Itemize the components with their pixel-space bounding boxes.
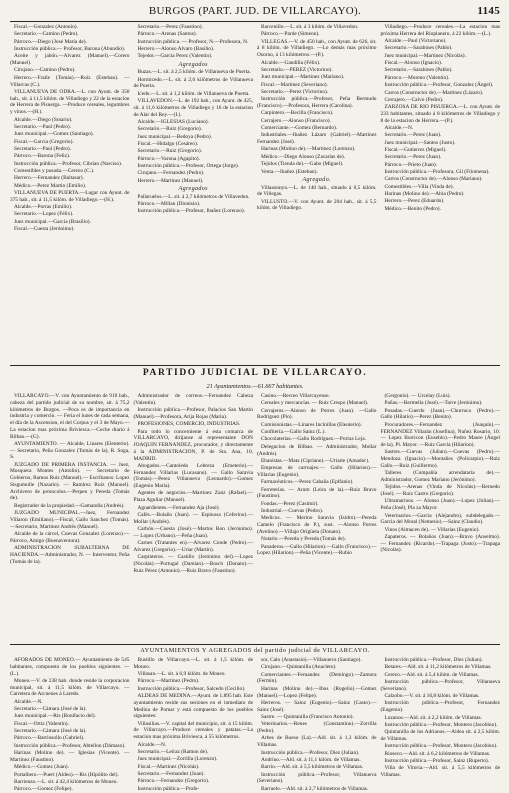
directory-entry: Alcalde.—Diego (Sotario). bbox=[14, 116, 73, 123]
top-column-3 bbox=[257, 24, 377, 361]
partido-column-4 bbox=[381, 393, 501, 641]
directory-entry: Zapateros. — Bolaños (Juan).—Bravo (Anselmo). — Fernandez (Ricardo).—Trapaga (Justo).—Trapaga (Nicolás). bbox=[380, 533, 500, 554]
directory-entry: Párroco.—Parde (Simeon). bbox=[261, 31, 320, 38]
directory-entry: ZARZOSA DE RIO PISUERGA.—L. con Ayunt. de 233 habitantes, situado á 8 kilómetros de Villadiego y 8 de la estacion de Herrera.—(P.). bbox=[380, 104, 500, 124]
directory-entry: VILLANUEVA DE PUERTA.—Lugar con Ayunt. de 375 hab., sit. á 11,5 kilóm. de Villadiego.—(H.). bbox=[10, 189, 130, 203]
directory-entry: Instrucción pública.—Profesor, Villanueva (Severiano). bbox=[257, 771, 377, 785]
directory-entry: ADMINISTRACION SUBALTERNA DE HACIENDA.—Administrador, N. — Interventor, Peña (Tomás de la). bbox=[10, 545, 130, 565]
directory-entry: Procuradores.—Fernandez (Joaquín).—FERNANDEZ Villarán (Josefina), Nuñez Rosario, 10. — Lopez Borricon (Eusebio).—Pedro Maure (Ángel de la), Pl. Mayor. —Ruiz García (Hilarion). bbox=[380, 421, 500, 449]
directory-entry: Andrino.—Ald. sit. á 11,1 kilóm. de Villamas. bbox=[261, 756, 361, 763]
directory-entry: Villadiego.—Produce cereales.—La estacion mas próxima Herrera del Rioplanero, á 22 kilóm.—(L.). bbox=[380, 24, 500, 37]
directory-entry: Ebanistas.—Mata (Cipriano).—Uriarte (Amador). bbox=[261, 457, 370, 464]
directory-entry: Carros (Constructor de).—Alonso (Mariano). bbox=[384, 176, 483, 183]
directory-entry: Juez municipal.—Martinez (Nicolás). bbox=[384, 52, 466, 59]
directory-entry: AFORADOS DE MONEO.— Ayuntamiento de 545 habitantes, compuesto de los pueblos siguientes. —(L.). bbox=[10, 657, 130, 677]
directory-entry: Barcenillo.—L. sit. á 3 kilóm. de Villavedon. bbox=[261, 24, 359, 30]
directory-entry: Carnes (Tratantes en).—Alvarez Conde (Pedro).—Alvarez (Gregorio).—Uriar (Martin). bbox=[133, 540, 253, 553]
directory-entry: Harinas (Molino de).—Abia (Pedro). bbox=[384, 191, 465, 198]
directory-entry: Comestibles y posada.—Cerezo (C.). bbox=[14, 167, 95, 174]
directory-entry: Párroco.—Martinez (Pedro). bbox=[137, 678, 200, 685]
top-column-2 bbox=[134, 24, 254, 361]
directory-entry: Párroco.—Barriosollo (Gabriel). bbox=[14, 735, 85, 742]
directory-entry: Fiscal.—Alonso (Ignacio). bbox=[384, 60, 443, 67]
directory-entry: Juez municipal.—Ris (Bonifacio del). bbox=[14, 713, 96, 720]
directory-entry: Agentes de negocios.—Martinez Zanz (Rafael).—Plaza Aguilar (Manuel). bbox=[133, 490, 253, 504]
directory-entry: Harinas (Molino de).—Ibos (Rogelio).—Gomez (Manuel).—Lopez (Felipe). bbox=[257, 685, 377, 699]
directory-entry: Bustillo de Villarcayo.—L. sit. á 1,5 kilóm. de Moneo. bbox=[133, 657, 253, 670]
directory-entry: sor, Calo (Anastasio).—Villanueva (Santiago). bbox=[261, 657, 362, 663]
directory-entry: Secretario.—Leiraz (Ramon de). bbox=[137, 748, 209, 755]
directory-entry: Empresas de carruajes.— Gallo (Hilarion).—Villarias (Eugenio). bbox=[257, 465, 377, 478]
directory-entry: Instrucción pública.—Profesor, Palacios San Martin (Manuel).—Profesora, Arija Rojas (Maria). bbox=[133, 407, 253, 420]
directory-entry: Fiscal.—Hidalgo (Cesáreo). bbox=[137, 141, 199, 148]
directory-entry: Secretario.—Ruiz (Gregorio). bbox=[137, 126, 203, 133]
directory-entry: Portalbero.—Puert (Aldeo).—Ris (Hipólito del). bbox=[14, 771, 119, 778]
directory-entry: Herrero.—Fernandez (Baltasar). bbox=[14, 175, 84, 182]
directory-entry: VILLEGAS.—V. de 450 hab., con Ayunt. de 626, sit. á 8 kilóm. de Villadiego. —Lo demás mas próximo Osorno, á 13 kilómetros.—(P.). bbox=[257, 38, 377, 59]
directory-entry: Barrienzo.—L. sit. á 42,4 kilómetros de Moneo. bbox=[14, 778, 118, 785]
directory-entry: Industrial.—Cuevas (Pedro). bbox=[261, 508, 324, 515]
directory-entry: AYUNTAMIENTO. — Alcalde, Linares (Eleuterio). — Secretario, Peña Gonzalez (Tomás de la), R. Soga, S. bbox=[10, 440, 130, 461]
directory-entry: Posadas.—Cuerdo (Juan).—Churruca (Pedro).—Gallo (Hilario).—Perez (Benito). bbox=[380, 407, 500, 421]
directory-entry: Arbes de Bueso (La).—Ald. sit. á 1,3 kilóm. de Villamas. bbox=[257, 735, 377, 749]
directory-entry: Cirujano.—Quintanilla (Anacleto). bbox=[261, 664, 337, 671]
directory-entry: Villa de Vitoria.—Ald. sit. á 5,5 kilómetros de Villamas. bbox=[380, 765, 500, 779]
directory-entry: Cerrajero.—Calvo (Pedro). bbox=[384, 96, 444, 103]
directory-entry: Carpinteros. — Castillo (Jerónimo del).—Lopez (Nicolás).—Portugal (Damian).—Bosch (Donato).—Ruiz Pérez (Antonio).—Ruiz Bravo (Faustino). bbox=[133, 554, 253, 574]
partido-column-1 bbox=[10, 393, 130, 641]
directory-entry: Medicos. — Merino Saravia (Isidro).—Pereda Camelo (Francisco de P.), sust. —Alonso Porres (Avelino).—Villajo Origüela (Donato). bbox=[257, 515, 377, 535]
directory-entry: Secretario.—Lopez (Félix). bbox=[14, 211, 74, 218]
directory-entry: Villasilias.—V. capital del municipio, sit. á 15 kilóm. de Villarcayo.—Produce cereales y patatas.—La estacion mas próxima Briviesca, á 55 kilómetros. bbox=[133, 720, 253, 741]
directory-entry: Fiscal.—Martinez (Nicolás). bbox=[137, 763, 200, 770]
directory-entry: PROFESIONES, COMERCIO, INDUSTRIAS. bbox=[137, 421, 241, 428]
directory-entry: JUZGADO MUNICIPAL.—Juez, Fernandez Villaron (Emiliano).—Fiscal, Gallo Sanchez (Tomás).—Secretario, Martinez Andrés (Manuel). bbox=[10, 510, 130, 530]
directory-entry: Párroco.—Moreno (Valentin). bbox=[384, 74, 450, 81]
subheading: Agregado. bbox=[302, 176, 332, 183]
directory-entry: Secretario.—Sarabines (Pablo). bbox=[384, 45, 453, 52]
directory-entry: Veterinarios.—Garcia (Alejandro), subdelegado.—Garcia del Moral (Nemesio).—Sainz (Claudio). bbox=[380, 512, 500, 526]
directory-entry: Herreros. — Sainz (Eugenio).—Sainz (Casto).—Sainz (José). bbox=[257, 699, 377, 713]
directory-entry: Chocolaterías.—Gallo Rodríguez.—Porras Leja. bbox=[261, 436, 366, 443]
subheading: Agregados bbox=[178, 186, 208, 192]
directory-entry: Secretario.—Paul (Pedro). bbox=[14, 145, 72, 152]
directory-entry: Secretario.—Cámara (José de la). bbox=[14, 728, 87, 735]
directory-entry: Secretario.—Perez (Victorino). bbox=[261, 88, 329, 95]
directory-entry: Administrador de correos.—Fernandez Cabeza (Valentin). bbox=[133, 393, 253, 406]
agregados-column-2 bbox=[133, 657, 254, 792]
directory-entry: Instrucción pública. — Profesor, N.—Profesora, N. bbox=[137, 38, 249, 45]
running-head bbox=[10, 5, 500, 19]
directory-entry: Ultramarinos. — Alonso (Juan).—Lopez (Julian).—Peña (José), Pla za Mayor. bbox=[380, 498, 500, 512]
agregados-column-1 bbox=[10, 657, 130, 793]
directory-entry: Juez municipal.—Martinez (Mariano). bbox=[261, 74, 345, 81]
directory-entry: Sastres.—Cuevas (Julian).—Cuevas (Pedro).—Mendoza (Ignacio).—Montañes (Policarpio).—Ruiz Gallo.—Ruiz (Guillermo). bbox=[380, 449, 500, 469]
directory-entry: Lozanos.—Ald. sit. á 2,2 kilóm. de Villamas. bbox=[384, 714, 482, 721]
directory-entry: Cerezo.—Ald. sit. á 5,4 kilóm. de Villamas. bbox=[384, 671, 479, 678]
directory-entry: Alcalde.—N. bbox=[137, 741, 167, 748]
directory-entry: Rioseco.—Ald. sit. á 6,2 kilómetros de Villamas. bbox=[384, 750, 491, 757]
page-number: 1145 bbox=[477, 5, 500, 17]
directory-entry: Secretario.—Cámara (José de la). bbox=[14, 706, 87, 713]
directory-entry: Carros (Constructor de).—Martinez (Lázaro). bbox=[384, 89, 484, 96]
directory-entry: Instrucción pública.—Profesora, Gil (Filomena). bbox=[384, 169, 490, 176]
directory-entry: Instrucción pública.—Profesor, Diez (Julian). bbox=[384, 657, 483, 663]
directory-entry: Delegacion de Bilbao. — Administrador, Mollar (Andrés). bbox=[257, 443, 377, 457]
section-rule bbox=[10, 365, 500, 366]
directory-entry: JUZGADO DE PRIMERA INSTANCIA. — Juez, Mosquera Montes (Antolin). — Secretario de Gobierno, Ramos Ruiz (Manuel).— Escribanos: Lopez Sisgumulle (Nazario). — Ramírez Ruiz (Manuel). Archivero de protocolos.—Perpen y Pereda (Tomás de). bbox=[10, 461, 130, 502]
partido-subtitle: 21 Ayuntamientos.—61.667 habitantes. bbox=[206, 383, 304, 390]
directory-entry: Moneo.—V. de 238 hab. donde reside la corporacion municipal, sit. á 11,5 kilóm. de Villarcayo. — Carretera de Arcuenes á Laredo. bbox=[10, 677, 130, 698]
directory-entry: Farmacéuticos.—Perez Cabaña (Eplfanio). bbox=[261, 479, 354, 486]
agregados-title: AYUNTAMIENTOS Y AGREGADOS del partido judicial de VILLARCAYO. bbox=[140, 647, 370, 654]
directory-entry: Instrucción pública.—Profesor, Fernandez (Eugenio). bbox=[380, 700, 500, 714]
directory-entry: Párroco.—Diego (José María de). bbox=[14, 38, 87, 45]
directory-entry: Instrucción pública.—Profesor, Gonzalez (Ángel). bbox=[384, 82, 494, 89]
directory-entry: Industriales.—Ibañez Lázaro (Gabriel).—Martinez Fernandez (José). bbox=[257, 132, 377, 146]
directory-entry: Cerrajeros.—Alonso de Porres (Juan). —Gallo Rodríguez (Pio). bbox=[257, 407, 377, 421]
directory-entry: Harinas (Molino de). — Iglesias (Vicente). — Martinez (Faustino). bbox=[10, 750, 130, 763]
directory-entry: Vinos (Almacen de). — Villarias (Eugenio). bbox=[384, 526, 480, 533]
directory-entry: Icedo.—L. sit. á 1,2 kilóm. de Villanueva de Puerta. bbox=[137, 90, 250, 97]
directory-entry: Instrucción pública.—Profesor, Ortega (Jorge). bbox=[137, 163, 239, 170]
top-column-1 bbox=[10, 24, 130, 361]
directory-entry: Pañas.—Bermella (José).—Torre (Jerónimo). bbox=[384, 400, 483, 407]
partido-columns bbox=[10, 393, 500, 641]
directory-entry: Párroco.—Prieto (Juan). bbox=[384, 161, 438, 168]
directory-entry: Médico.—Diego Alonso (Zacarías de). bbox=[261, 153, 345, 160]
directory-entry: Cerrajero.—Alonso (Francisco). bbox=[261, 117, 331, 124]
directory-entry: Párroco.—Barona (Feliz). bbox=[14, 153, 71, 160]
directory-entry: Secretario.—Perez (Juan). bbox=[384, 154, 442, 161]
directory-entry: Fiscal.—Cuesta (Jerónimo). bbox=[14, 226, 75, 233]
directory-entry: VILLANUEVA DE ODRA.—L. con Ayunt. de 350 hab., sit. á 11,5 kilóm. de Villadiego y 22 de la estacion de Herrera de Pisuerga. —Produce cereales, legumbres y vinos.—(H.). bbox=[10, 88, 130, 116]
directory-entry: Cafés.—Bolaño (Juan). — Espinosa (Ceferino).—Mollar (Andrés). bbox=[133, 511, 253, 525]
directory-entry: Instrucción pública.—Profesor, Salcedo (Cecilio). bbox=[137, 685, 246, 692]
directory-entry: Carpintero.—Becilla (Francisco). bbox=[261, 110, 334, 117]
directory-entry: Juez municipal.—Santos (Justo). bbox=[384, 139, 456, 146]
directory-entry: Villasonnyn.—L. de 140 hab., situado á 0,5 kilóm. de Villegas. bbox=[257, 184, 377, 198]
directory-entry: Alcalde.—Porras (Emilio). bbox=[14, 204, 73, 211]
directory-entry: Harinas (Molino de).—Martinez (Lorenzo). bbox=[261, 146, 356, 153]
directory-entry: Instrucción pública.—Profesor, Montero (Jacobino). bbox=[384, 743, 498, 750]
directory-entry: Veterinarios.—Renes (Constantino).—Zorrilla (Pedro). bbox=[257, 721, 377, 735]
directory-entry: Fiscal.—Gonzalez (Antonio). bbox=[14, 24, 78, 30]
directory-entry: Instrucción pública.—Profesor, Cibrian (Narciso). bbox=[14, 160, 123, 167]
directory-entry: Alcalde.—IGLESIAS (Luciano). bbox=[137, 119, 209, 125]
directory-entry: Médico.—Gomez (Juan). bbox=[14, 764, 69, 771]
directory-entry: Tejedor.—Garcia Perez (Valentin). bbox=[137, 53, 213, 60]
top-columns bbox=[10, 24, 500, 361]
directory-entry: Alcalde.—Paul (Victoriano). bbox=[384, 38, 447, 45]
directory-entry: Juez municipal.—Gomez (Santiago). bbox=[14, 131, 94, 138]
directory-entry: Fiscal.—Garcia (Gregorio). bbox=[14, 138, 74, 145]
directory-entry: Comestibles.—Villa (Vinda de). bbox=[384, 183, 454, 190]
directory-entry: Calzobo.—V. sit. á 16,8 kilóm. de Villamas. bbox=[384, 693, 480, 700]
directory-entry: Juez municipal.—Zorrilla (Lorenzo). bbox=[137, 756, 218, 763]
agregados-column-4 bbox=[380, 657, 501, 779]
directory-entry: Notario.—Pereda y Pereda (Tomás de). bbox=[261, 536, 346, 543]
directory-entry: Confitería.—Gallo Sainz (L.). bbox=[261, 429, 326, 436]
directory-entry: Herrero.—Martinez (Manuel). bbox=[137, 177, 204, 184]
directory-entry: Cirujano.—Camino (Pedro). bbox=[14, 67, 76, 74]
directory-entry: Tejidos (Tienda de).—Gabo (Miguel). bbox=[261, 161, 344, 168]
directory-entry: VILLARCAYO.—V. con Ayuntamiento de 910 hab., cabeza del partido judicial de su nombre, sit. á 75,2 kilómetros de Burgos. —Poca es de importancia en industria y comercio. — Feria el lunes de cada semana, el día de la Ascension, el del Corpus y el 3 de Mayo.—La estacion mas próxima Briviesca.—Coche diario á Bilbao.—(G). bbox=[10, 393, 130, 440]
directory-entry: ALDEAS DE MEDINA.—Ayunt. de 1.895 hab. Este ayuntamiento reside sus sesiones en el inmediato de Medina de Pomar y está compuesto de los pueblos siguientes: bbox=[133, 693, 253, 720]
directory-entry: Sastre. — Quintanilla (Francisco Antonio). bbox=[261, 713, 354, 720]
directory-entry: Alcalde.—N. bbox=[14, 698, 43, 705]
directory-entry: Alcalde.—N. bbox=[384, 125, 414, 132]
directory-entry: Párroco.—Fernandez (Gregorio). bbox=[137, 778, 210, 785]
directory-entry: Alcalde.—Gandilla (Félix). bbox=[261, 59, 321, 66]
directory-entry: Instrucción pública.—Profesor, Diez (Julian). bbox=[261, 749, 360, 756]
directory-entry: Fiscal.—Gutierrez (Miguel). bbox=[384, 147, 447, 154]
directory-page bbox=[10, 5, 500, 793]
directory-entry: Secretario.—Sarabines (Pablo). bbox=[384, 67, 453, 74]
directory-entry: Secretario.—PEREZ (Victorino). bbox=[261, 66, 333, 73]
directory-entry: Villasan.—L. sit. á 6,9 kilóm. de Moneo. bbox=[137, 671, 226, 678]
directory-entry: Instrucción pública.—Profesor, Montero (Jacobino). bbox=[384, 721, 498, 728]
directory-entry: Instrucción pública.— Profesor, Barona (Abundio). bbox=[14, 46, 126, 53]
directory-entry: Instrucción pública.—Profesor, Abtellon (Dámaso). bbox=[14, 742, 126, 749]
directory-entry: Betares.—Ald. sit. á 11,2 kilómetros de Villamas. bbox=[384, 664, 492, 671]
agregados-columns bbox=[10, 657, 500, 793]
directory-entry: VILLAVEDON.—L. de 192 hab., con Ayunt. de 425, sit. á 11,6 kilómetros de Villadiego y 16 de la estacion de Alar del Rey.—(I.). bbox=[133, 98, 253, 118]
directory-entry: Instrucción pública.—Profesor, Ibañez (Lorenzo). bbox=[137, 208, 246, 215]
running-head-title: BURGOS (PART. JUD. DE VILLARCAYO). bbox=[148, 5, 362, 17]
directory-entry: Fiscal.—Martinez (Severiano). bbox=[261, 81, 328, 88]
directory-entry: Pallaruelos.—L. sit. á 2,7 kilómetros de Villavedon. bbox=[137, 193, 250, 200]
top-column-4 bbox=[381, 24, 501, 361]
directory-entry: Carbón.—Cuesta (José).—Martos Ron (Jerónimo). — Lopez (Urbano).—Peña (Juan). bbox=[133, 526, 253, 539]
directory-entry: Comerciantes.—Fernandez (Demingo).—Zamora (Fermin). bbox=[257, 671, 377, 685]
directory-entry: Aceite y jabón.—Alvarez (Manuel).—Corero (Manuel). bbox=[10, 53, 130, 67]
directory-entry: Secretario.—Paul (Pedro). bbox=[14, 123, 72, 130]
directory-entry: Párroco.—Millan (Dionisio). bbox=[137, 201, 201, 208]
directory-entry: Buzas.—L. sit. á 2,5 kilóm. de Villanueva de Puerta. bbox=[137, 69, 251, 76]
directory-entry: Herrero.—Fraile (Tomás).—Ruiz (Esteban). — Villarcas (C.). bbox=[10, 74, 130, 88]
directory-entry: Tejidos.—Arenas (Vinda de Nicolás).—Bernedo (José). — Ruiz Castro (Gregorio). bbox=[380, 484, 500, 498]
directory-entry: Instrucción pública.—Profesor, Villanueva (Severiano). bbox=[380, 679, 500, 692]
directory-entry: Instrucción pública.—Profesor, Sainz (Ruperto). bbox=[384, 758, 490, 765]
directory-entry: Secretario.—Ruiz (Gregorio). bbox=[137, 148, 203, 155]
directory-entry: Párroco.—Varona (Agapito). bbox=[137, 155, 200, 162]
directory-entry: (Gergonio). — Urcelay (Luis). bbox=[384, 393, 451, 399]
directory-entry: Cirujano.—Fernandez (Pedro). bbox=[137, 170, 205, 177]
directory-entry: Fondas.—Perez (Casimir). bbox=[261, 500, 319, 507]
directory-entry: Cereales y mercancías. — Ruiz Crespo (Manuel). bbox=[261, 400, 369, 407]
directory-entry: Médico.—Perez Martin (Emilio). bbox=[14, 182, 87, 189]
directory-entry: Alcaide de la cárcel, Cuevas Gonzalez (Lorenzo).—Párroco, Amigo (Buenaventura). bbox=[10, 530, 130, 544]
directory-entry: Panaderos.—Gallo (Hilarion).—Gallo (Francisco).—Lopez (Hilarion).—Peña (Vicente).—Rubio bbox=[257, 543, 377, 557]
directory-entry: Instrucción pública.—Profesor, Peña Bermudo (Francisco).—Profesora, Herrera (Carolina). bbox=[257, 96, 377, 109]
partido-column-3 bbox=[257, 393, 377, 641]
directory-entry: Juez municipal.—Garcia (Brasilio). bbox=[14, 218, 91, 225]
directory-entry: Casino.—Recreo Villarcayense. bbox=[261, 393, 330, 399]
directory-entry: Quintanilla de los Adrianos.—Aldea sit. á 2,5 kilóm. de Villamas. bbox=[380, 729, 500, 742]
directory-entry: Venta.—Ibañez (Esteban). bbox=[261, 168, 318, 175]
partido-column-2 bbox=[134, 393, 254, 641]
directory-entry: Secretario.—Perez (Faustino). bbox=[137, 24, 203, 30]
agregados-column-3 bbox=[257, 657, 377, 792]
subheading: Agregados bbox=[178, 61, 208, 68]
directory-entry: Párroco.—Gomez (Felipe). bbox=[14, 786, 73, 793]
directory-entry: Comisionistas.—Linares Incinillas (Eleuterio). bbox=[261, 421, 362, 428]
header-rule bbox=[10, 21, 500, 22]
directory-entry: Comerciante.—Gomez (Bernardo). bbox=[261, 125, 338, 132]
directory-entry: Secretario.—Perez (Juan). bbox=[384, 132, 442, 139]
directory-entry: Juez municipal.—Bedoya (Pedro). bbox=[137, 133, 213, 140]
partido-title: PARTIDO JUDICIAL DE VILLARCAYO. bbox=[142, 368, 368, 378]
directory-entry: Ferreterías. — Arum (Leira de la).—Ruiz Bravo (Faustino). bbox=[257, 486, 377, 500]
directory-entry: Registrador de la propiedad.—Gamandia (Andrés). bbox=[14, 502, 125, 509]
directory-entry: Aguardientes.—Fernandez Aja (José). bbox=[137, 504, 220, 511]
directory-entry: Párroco.—Arenas (Santos). bbox=[137, 31, 197, 38]
directory-entry: Fiscal.—Ortiz (Valentin). bbox=[14, 720, 69, 727]
directory-entry: VILLUSTO.—V. con Ayunt. de 204 hab., sit. á 5,5 kilóm. de Villadiego. bbox=[257, 198, 377, 212]
directory-entry: Médico.—Benito (Pedro). bbox=[384, 205, 441, 212]
directory-entry: Instrucción pública.—Profe- bbox=[137, 785, 200, 792]
directory-entry: Secretario.—Fernandez (Juan). bbox=[137, 770, 205, 777]
directory-entry: Hormicedo.—L. sit. á 2,6 kilómetros de Villanueva de Puerta. bbox=[133, 76, 253, 90]
agregados-rule bbox=[10, 644, 500, 645]
directory-entry: Para todo lo concerniente á esta comarca de VILLARCAYO, diríjanse al representante DON JOAQUIN FERNANDEZ, procurador, y directamente á la ADMINISTRACION, P. de Sta. Ana, 10, MADRID. bbox=[133, 428, 253, 462]
directory-entry: Barruelo.—Ald. sit. á 2,7 kilómetros de Villamas. bbox=[261, 785, 369, 792]
directory-entry: Herrero.—Alonso Alvaro (Basilio). bbox=[137, 46, 215, 53]
directory-entry: Abogados.—Cantoledo Lebreza (Emeterio).—Fernandez Villarias (Lucasano). — Gallo Saravia (Tomás).—Perez Villanueva (Leonardo).—Gomez (Eugenio María). bbox=[133, 462, 253, 490]
directory-entry: Secretario.—Camino (Pedro). bbox=[14, 31, 79, 38]
directory-entry: Talleres (Compañía arrendataria de).—Administrador, Gomez Mariano (Jerónimo). bbox=[380, 470, 500, 483]
directory-entry: Barrio.—Ald. sit. á 5,5 kilómetros de Villamas. bbox=[261, 764, 364, 771]
directory-entry: Herrero.—Perez (Eduardo). bbox=[384, 198, 445, 205]
